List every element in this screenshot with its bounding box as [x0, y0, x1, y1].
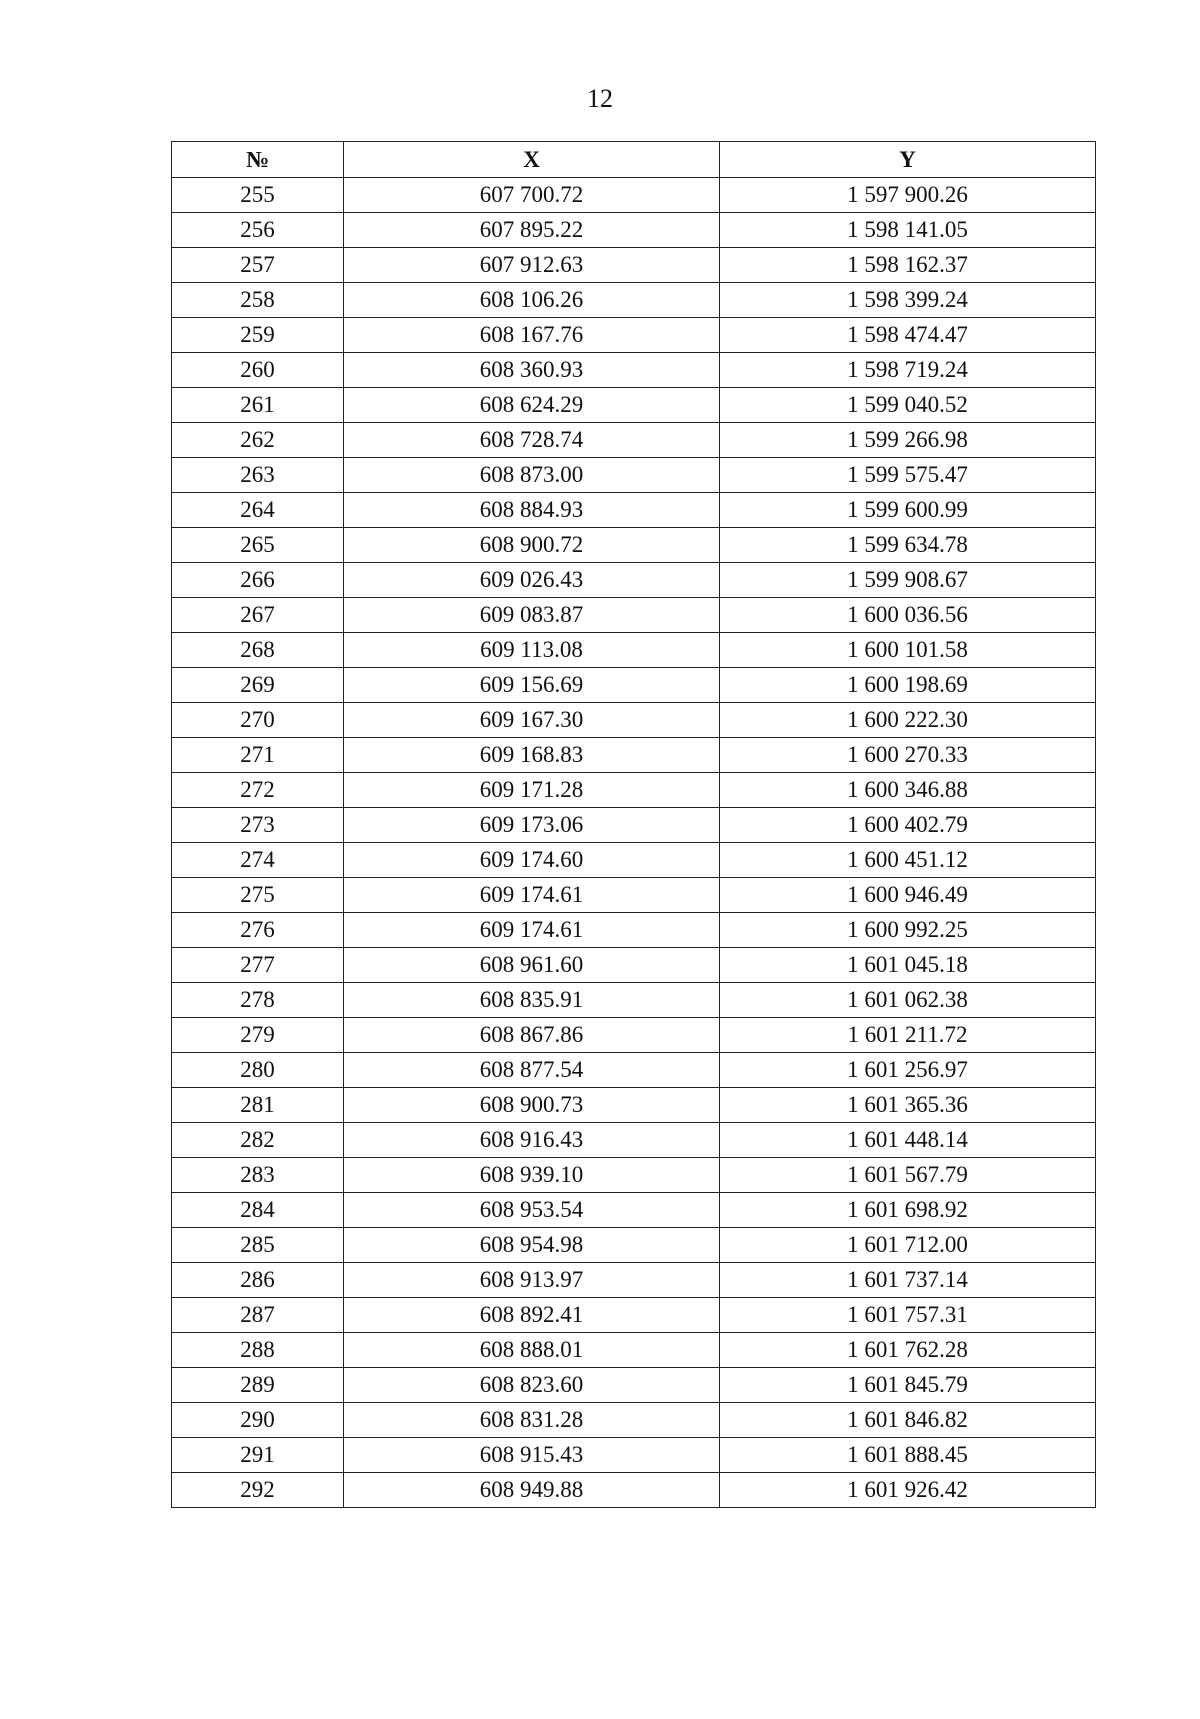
y-coordinate-cell: 1 601 888.45 [720, 1438, 1096, 1473]
x-coordinate-cell: 608 900.72 [344, 528, 720, 563]
y-coordinate-cell: 1 601 256.97 [720, 1053, 1096, 1088]
point-number-cell: 282 [172, 1123, 344, 1158]
y-coordinate-cell: 1 600 198.69 [720, 668, 1096, 703]
table-row [172, 948, 1096, 983]
table-row [172, 388, 1096, 423]
y-coordinate-cell: 1 599 040.52 [720, 388, 1096, 423]
y-coordinate-cell: 1 601 737.14 [720, 1263, 1096, 1298]
point-number-cell: 275 [172, 878, 344, 913]
point-number-cell: 284 [172, 1193, 344, 1228]
x-coordinate-cell: 608 939.10 [344, 1158, 720, 1193]
x-coordinate-cell: 609 171.28 [344, 773, 720, 808]
y-coordinate-cell: 1 598 474.47 [720, 318, 1096, 353]
x-coordinate-cell: 608 106.26 [344, 283, 720, 318]
table-row [172, 563, 1096, 598]
x-coordinate-cell: 609 173.06 [344, 808, 720, 843]
page-number: 12 [587, 84, 613, 113]
point-number-cell: 272 [172, 773, 344, 808]
y-coordinate-cell: 1 601 926.42 [720, 1473, 1096, 1508]
table-row [172, 213, 1096, 248]
point-number-cell: 266 [172, 563, 344, 598]
table-row [172, 1193, 1096, 1228]
point-number-cell: 273 [172, 808, 344, 843]
table-body [172, 178, 1096, 1508]
point-number-cell: 268 [172, 633, 344, 668]
point-number-cell: 271 [172, 738, 344, 773]
point-number-cell: 261 [172, 388, 344, 423]
y-coordinate-cell: 1 601 757.31 [720, 1298, 1096, 1333]
y-coordinate-cell: 1 601 846.82 [720, 1403, 1096, 1438]
point-number-cell: 291 [172, 1438, 344, 1473]
x-coordinate-cell: 609 168.83 [344, 738, 720, 773]
point-number-cell: 262 [172, 423, 344, 458]
point-number-cell: 264 [172, 493, 344, 528]
table-row [172, 878, 1096, 913]
y-coordinate-cell: 1 600 346.88 [720, 773, 1096, 808]
point-number-cell: 279 [172, 1018, 344, 1053]
x-coordinate-cell: 609 156.69 [344, 668, 720, 703]
x-coordinate-cell: 608 877.54 [344, 1053, 720, 1088]
x-coordinate-cell: 608 892.41 [344, 1298, 720, 1333]
y-coordinate-cell: 1 600 270.33 [720, 738, 1096, 773]
x-coordinate-cell: 608 884.93 [344, 493, 720, 528]
x-coordinate-cell: 608 167.76 [344, 318, 720, 353]
table-row [172, 178, 1096, 213]
x-coordinate-cell: 608 961.60 [344, 948, 720, 983]
point-number-cell: 260 [172, 353, 344, 388]
x-coordinate-cell: 608 900.73 [344, 1088, 720, 1123]
y-coordinate-cell: 1 601 211.72 [720, 1018, 1096, 1053]
point-number-cell: 278 [172, 983, 344, 1018]
table-row [172, 1403, 1096, 1438]
point-number-cell: 289 [172, 1368, 344, 1403]
x-coordinate-cell: 609 083.87 [344, 598, 720, 633]
table-row [172, 773, 1096, 808]
y-coordinate-cell: 1 600 101.58 [720, 633, 1096, 668]
y-coordinate-cell: 1 599 600.99 [720, 493, 1096, 528]
x-coordinate-cell: 607 912.63 [344, 248, 720, 283]
table-row [172, 423, 1096, 458]
table-row [172, 668, 1096, 703]
column-header-number: № [172, 142, 344, 178]
point-number-cell: 292 [172, 1473, 344, 1508]
x-coordinate-cell: 609 026.43 [344, 563, 720, 598]
point-number-cell: 281 [172, 1088, 344, 1123]
table-row [172, 1438, 1096, 1473]
point-number-cell: 286 [172, 1263, 344, 1298]
x-coordinate-cell: 609 174.61 [344, 878, 720, 913]
table-row [172, 318, 1096, 353]
table-row [172, 843, 1096, 878]
x-coordinate-cell: 608 831.28 [344, 1403, 720, 1438]
y-coordinate-cell: 1 601 712.00 [720, 1228, 1096, 1263]
point-number-cell: 256 [172, 213, 344, 248]
point-number-cell: 277 [172, 948, 344, 983]
point-number-cell: 288 [172, 1333, 344, 1368]
point-number-cell: 283 [172, 1158, 344, 1193]
table-row [172, 808, 1096, 843]
table-row [172, 633, 1096, 668]
point-number-cell: 276 [172, 913, 344, 948]
table-row [172, 1018, 1096, 1053]
x-coordinate-cell: 608 915.43 [344, 1438, 720, 1473]
y-coordinate-cell: 1 600 992.25 [720, 913, 1096, 948]
table-row [172, 1088, 1096, 1123]
point-number-cell: 265 [172, 528, 344, 563]
table-row [172, 1473, 1096, 1508]
y-coordinate-cell: 1 599 266.98 [720, 423, 1096, 458]
table-header [172, 142, 1096, 178]
table-row [172, 1298, 1096, 1333]
table-row [172, 1123, 1096, 1158]
table-row [172, 913, 1096, 948]
x-coordinate-cell: 608 888.01 [344, 1333, 720, 1368]
y-coordinate-cell: 1 599 908.67 [720, 563, 1096, 598]
table-row [172, 353, 1096, 388]
point-number-cell: 285 [172, 1228, 344, 1263]
x-coordinate-cell: 607 700.72 [344, 178, 720, 213]
y-coordinate-cell: 1 601 698.92 [720, 1193, 1096, 1228]
x-coordinate-cell: 608 835.91 [344, 983, 720, 1018]
table-row [172, 598, 1096, 633]
point-number-cell: 257 [172, 248, 344, 283]
table-row [172, 458, 1096, 493]
point-number-cell: 290 [172, 1403, 344, 1438]
y-coordinate-cell: 1 601 448.14 [720, 1123, 1096, 1158]
table-row [172, 983, 1096, 1018]
point-number-cell: 269 [172, 668, 344, 703]
x-coordinate-cell: 607 895.22 [344, 213, 720, 248]
x-coordinate-cell: 608 916.43 [344, 1123, 720, 1158]
column-header-y: Y [720, 142, 1096, 178]
y-coordinate-cell: 1 601 567.79 [720, 1158, 1096, 1193]
y-coordinate-cell: 1 598 399.24 [720, 283, 1096, 318]
table-row [172, 703, 1096, 738]
table-row [172, 1333, 1096, 1368]
x-coordinate-cell: 608 873.00 [344, 458, 720, 493]
table-row [172, 248, 1096, 283]
table-row [172, 738, 1096, 773]
y-coordinate-cell: 1 599 575.47 [720, 458, 1096, 493]
y-coordinate-cell: 1 601 365.36 [720, 1088, 1096, 1123]
y-coordinate-cell: 1 600 451.12 [720, 843, 1096, 878]
point-number-cell: 274 [172, 843, 344, 878]
y-coordinate-cell: 1 601 845.79 [720, 1368, 1096, 1403]
x-coordinate-cell: 608 867.86 [344, 1018, 720, 1053]
y-coordinate-cell: 1 600 946.49 [720, 878, 1096, 913]
x-coordinate-cell: 608 949.88 [344, 1473, 720, 1508]
y-coordinate-cell: 1 600 402.79 [720, 808, 1096, 843]
table-row [172, 283, 1096, 318]
point-number-cell: 258 [172, 283, 344, 318]
y-coordinate-cell: 1 600 222.30 [720, 703, 1096, 738]
x-coordinate-cell: 608 728.74 [344, 423, 720, 458]
x-coordinate-cell: 608 624.29 [344, 388, 720, 423]
table-row [172, 1263, 1096, 1298]
y-coordinate-cell: 1 599 634.78 [720, 528, 1096, 563]
table-row [172, 1228, 1096, 1263]
x-coordinate-cell: 609 113.08 [344, 633, 720, 668]
point-number-cell: 255 [172, 178, 344, 213]
table-row [172, 493, 1096, 528]
x-coordinate-cell: 608 360.93 [344, 353, 720, 388]
x-coordinate-cell: 608 823.60 [344, 1368, 720, 1403]
y-coordinate-cell: 1 600 036.56 [720, 598, 1096, 633]
header-row [172, 142, 1096, 178]
point-number-cell: 259 [172, 318, 344, 353]
point-number-cell: 280 [172, 1053, 344, 1088]
table-row [172, 1053, 1096, 1088]
y-coordinate-cell: 1 597 900.26 [720, 178, 1096, 213]
y-coordinate-cell: 1 601 062.38 [720, 983, 1096, 1018]
x-coordinate-cell: 608 913.97 [344, 1263, 720, 1298]
point-number-cell: 270 [172, 703, 344, 738]
x-coordinate-cell: 609 174.61 [344, 913, 720, 948]
y-coordinate-cell: 1 598 141.05 [720, 213, 1096, 248]
point-number-cell: 267 [172, 598, 344, 633]
x-coordinate-cell: 609 174.60 [344, 843, 720, 878]
y-coordinate-cell: 1 598 719.24 [720, 353, 1096, 388]
point-number-cell: 263 [172, 458, 344, 493]
point-number-cell: 287 [172, 1298, 344, 1333]
table-row [172, 1158, 1096, 1193]
x-coordinate-cell: 609 167.30 [344, 703, 720, 738]
table-row [172, 528, 1096, 563]
table-row [172, 1368, 1096, 1403]
coordinates-table [171, 141, 1096, 1508]
x-coordinate-cell: 608 953.54 [344, 1193, 720, 1228]
y-coordinate-cell: 1 598 162.37 [720, 248, 1096, 283]
x-coordinate-cell: 608 954.98 [344, 1228, 720, 1263]
y-coordinate-cell: 1 601 045.18 [720, 948, 1096, 983]
y-coordinate-cell: 1 601 762.28 [720, 1333, 1096, 1368]
column-header-x: X [344, 142, 720, 178]
